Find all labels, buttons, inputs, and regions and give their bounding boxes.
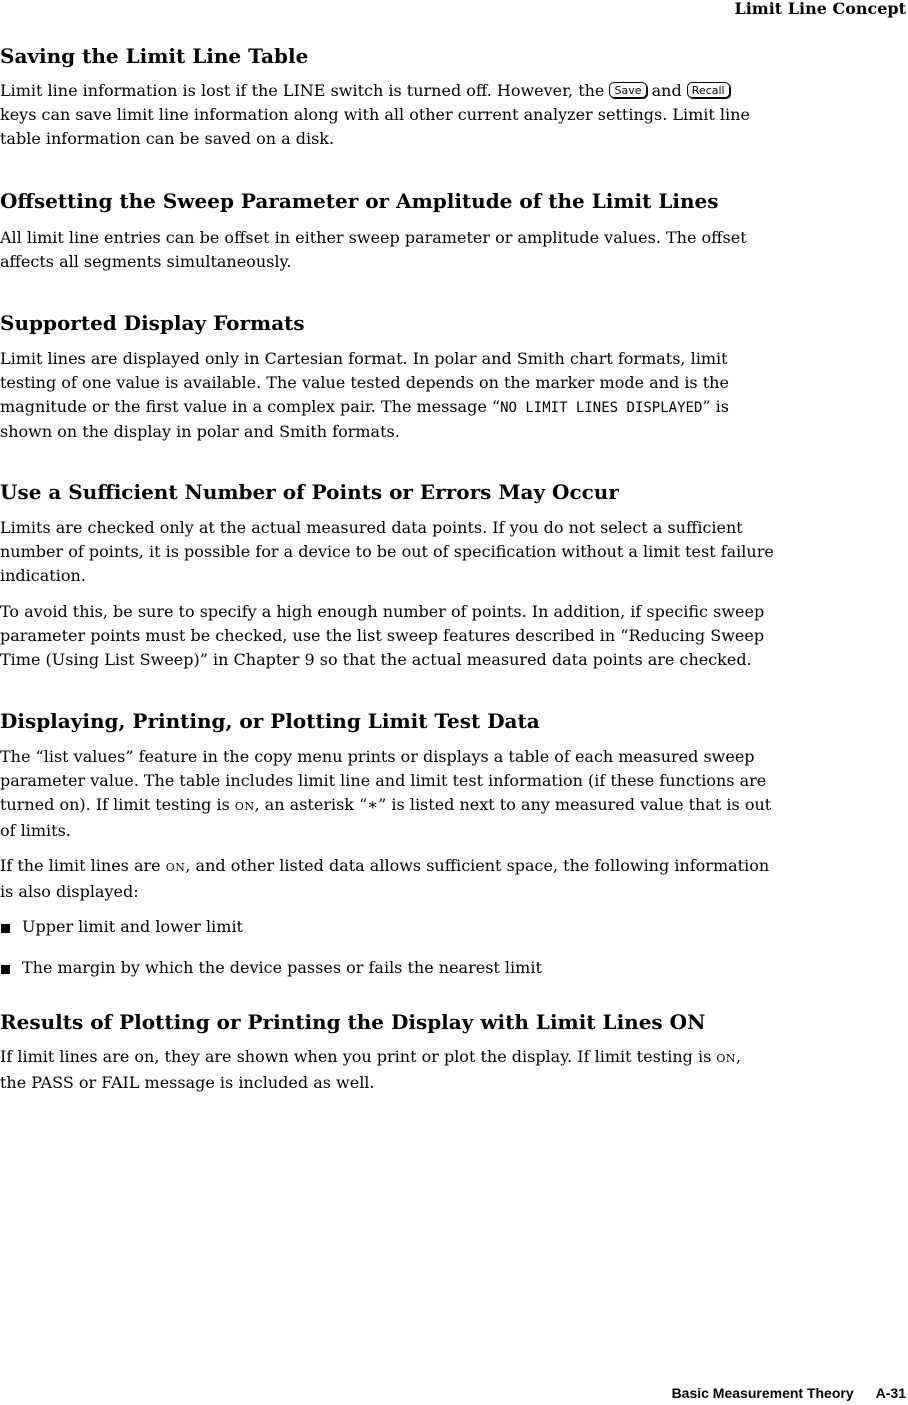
text: testing of one value is available. The value tested depends on the marker mode and is the <box>0 373 729 392</box>
paragraph <box>0 1045 906 1095</box>
paragraph <box>0 854 906 904</box>
section-heading: Supported Display Formats <box>0 311 305 335</box>
text: The margin by which the device passes or fails the nearest limit <box>22 958 542 977</box>
text: table information can be saved on a disk. <box>0 129 335 148</box>
text: shown on the display in polar and Smith formats. <box>0 422 400 441</box>
on-label: ON <box>165 861 186 874</box>
text: and <box>651 81 682 100</box>
section-points <box>0 480 906 672</box>
save-key: Save <box>609 82 646 98</box>
text: is also displayed: <box>0 882 139 901</box>
text: Upper limit and lower limit <box>22 917 243 936</box>
paragraph <box>0 226 906 274</box>
paragraph <box>0 516 906 588</box>
section-saving <box>0 44 906 151</box>
section-formats <box>0 311 906 444</box>
section-displaying <box>0 709 906 980</box>
text: magnitude or the first value in a complex pair. The message “ <box>0 397 501 416</box>
text: parameter points must be checked, use the list sweep features described in “Reducing Sweep <box>0 626 765 645</box>
bullet-icon <box>1 924 10 933</box>
paragraph <box>0 347 906 444</box>
text: , and other listed data allows sufficient space, the following information <box>185 856 770 875</box>
text: affects all segments simultaneously. <box>0 252 292 271</box>
text: , <box>736 1047 742 1066</box>
message-code: NO LIMIT LINES DISPLAYED <box>500 400 703 416</box>
page-number: A-31 <box>875 1385 906 1401</box>
recall-key: Recall <box>687 82 730 98</box>
text: Limits are checked only at the actual measured data points. If you do not select a sufficient <box>0 518 743 537</box>
section-heading: Offsetting the Sweep Parameter or Amplitude of the Limit Lines <box>0 189 719 213</box>
paragraph <box>0 745 906 843</box>
page-footer <box>672 1385 906 1401</box>
list-item <box>0 915 906 939</box>
paragraph <box>0 600 906 672</box>
text: indication. <box>0 566 86 585</box>
text: If the limit lines are <box>0 856 161 875</box>
bullet-icon <box>1 965 10 974</box>
list-item <box>0 956 906 980</box>
section-results <box>0 1010 906 1095</box>
text: number of points, it is possible for a device to be out of specification without a limit test failure <box>0 542 774 561</box>
text: All limit line entries can be offset in either sweep parameter or amplitude values. The offset <box>0 228 747 247</box>
text: To avoid this, be sure to specify a high enough number of points. In addition, if specific sweep <box>0 602 765 621</box>
on-label: ON <box>234 800 255 813</box>
text: ” is <box>702 397 729 416</box>
text: Time (Using List Sweep)” in Chapter 9 so that the actual measured data points are checked. <box>0 650 752 669</box>
text: the PASS or FAIL message is included as well. <box>0 1073 375 1092</box>
text: Limit lines are displayed only in Cartesian format. In polar and Smith chart formats, limit <box>0 349 728 368</box>
text: turned on). If limit testing is <box>0 795 230 814</box>
text: The “list values” feature in the copy menu prints or displays a table of each measured sweep <box>0 747 755 766</box>
text: If limit lines are on, they are shown when you print or plot the display. If limit testing is <box>0 1047 712 1066</box>
text: Limit line information is lost if the LINE switch is turned off. However, the <box>0 81 605 100</box>
section-heading: Displaying, Printing, or Plotting Limit Test Data <box>0 709 540 733</box>
chapter-title: Basic Measurement Theory <box>671 1385 854 1401</box>
on-label: ON <box>716 1052 737 1065</box>
text: of limits. <box>0 821 71 840</box>
text: parameter value. The table includes limit line and limit test information (if these functions are <box>0 771 767 790</box>
running-head: Limit Line Concept <box>734 0 906 18</box>
section-heading: Saving the Limit Line Table <box>0 44 309 68</box>
section-heading: Use a Sufficient Number of Points or Errors May Occur <box>0 480 619 504</box>
bullet-list <box>0 915 906 980</box>
paragraph <box>0 79 906 151</box>
section-offsetting <box>0 189 906 274</box>
section-heading: Results of Plotting or Printing the Display with Limit Lines ON <box>0 1010 706 1034</box>
text: , an asterisk “∗” is listed next to any measured value that is out <box>254 795 772 814</box>
text: keys can save limit line information along with all other current analyzer settings. Limit line <box>0 105 750 124</box>
